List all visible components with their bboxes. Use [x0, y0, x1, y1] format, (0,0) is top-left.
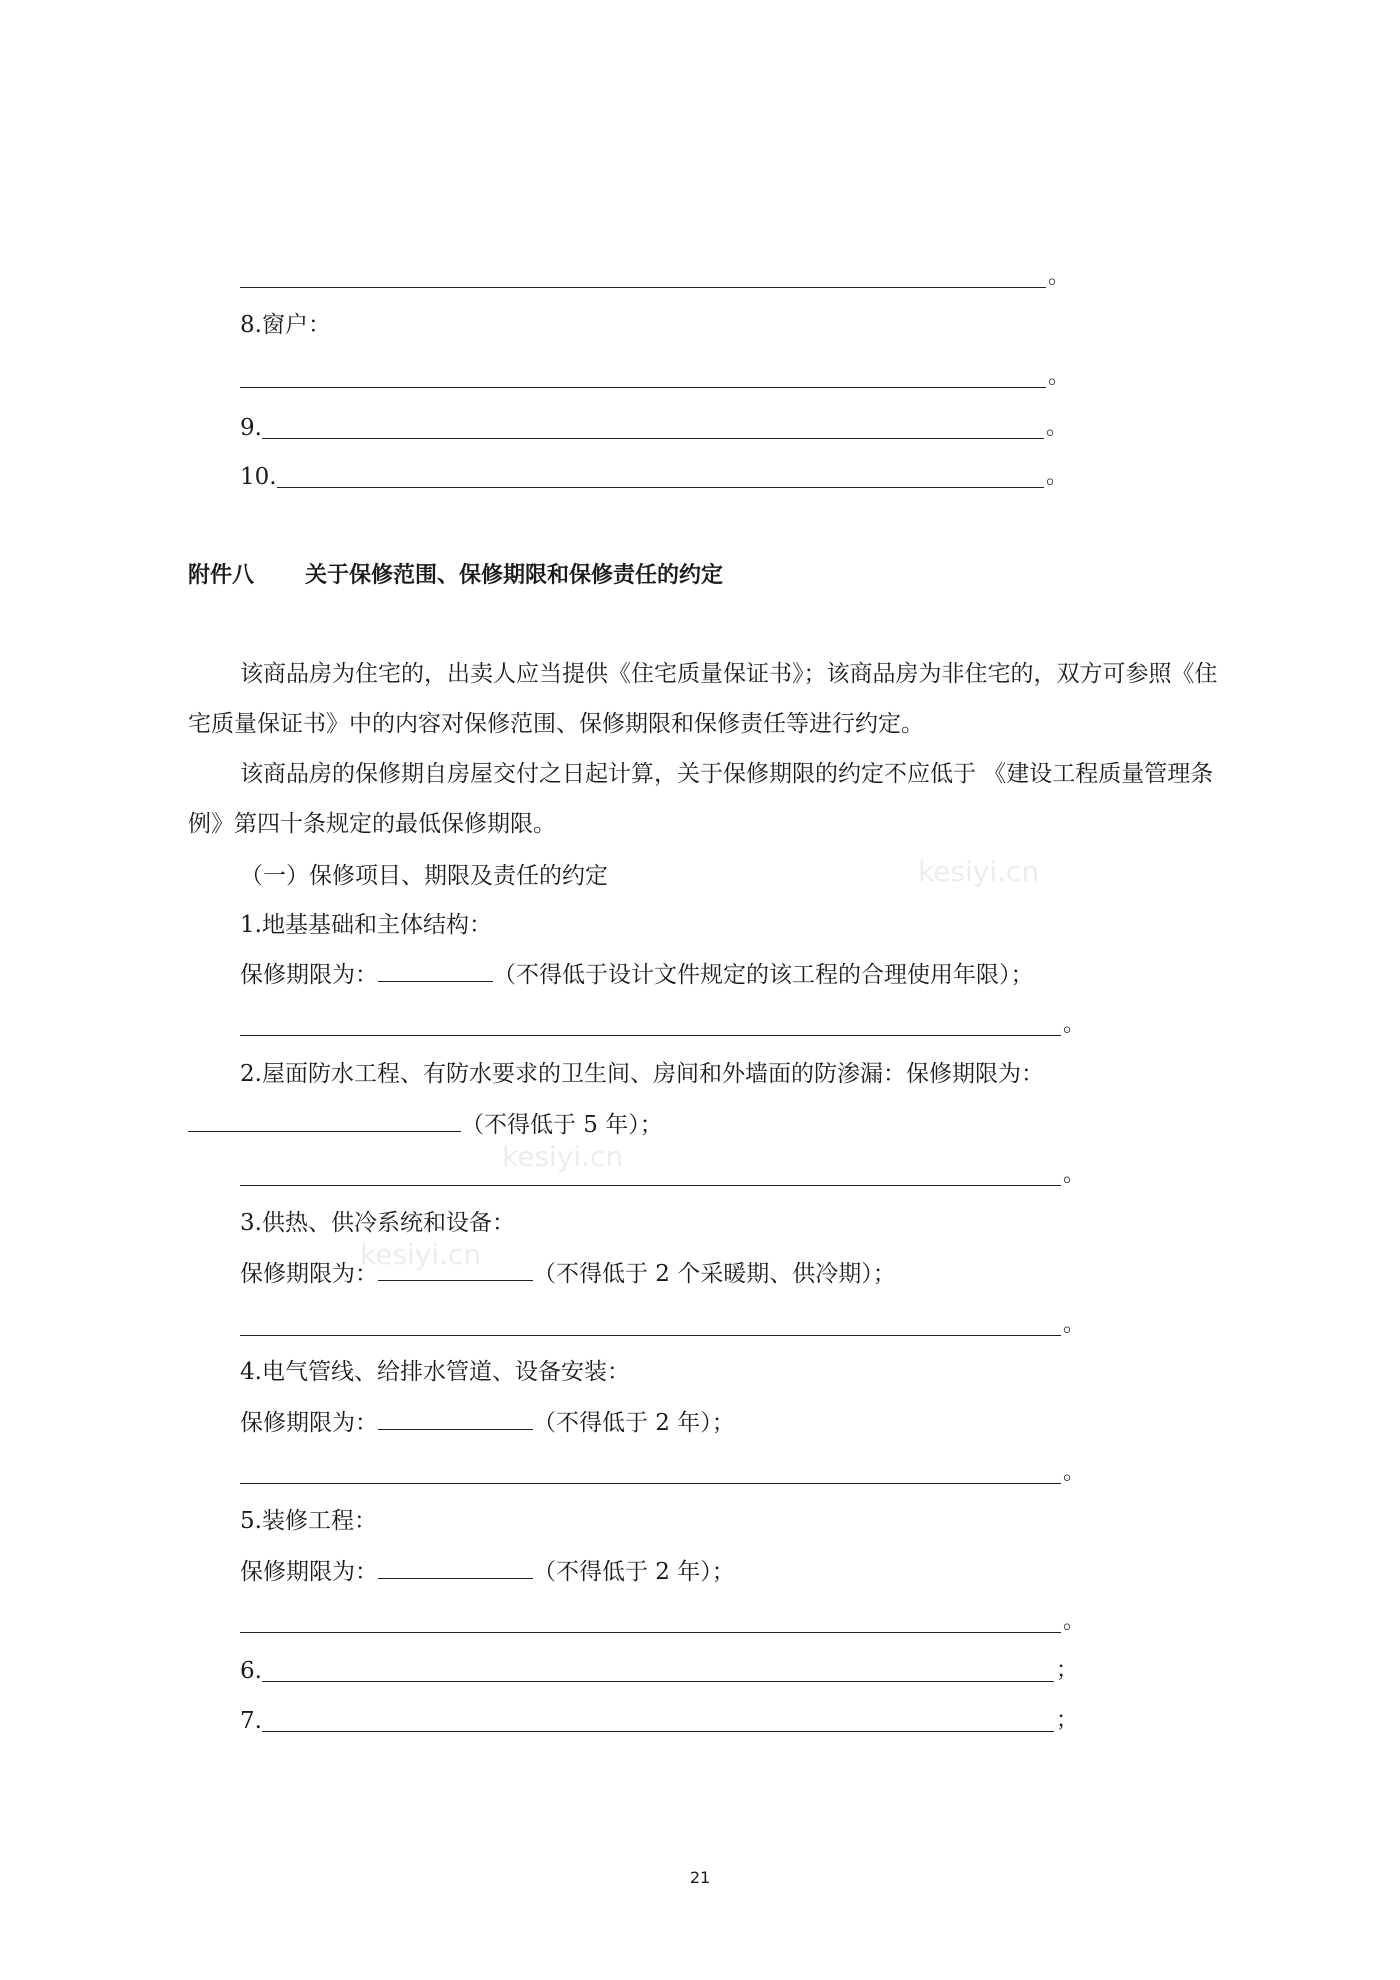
blank-line-item10[interactable]: 10. 。 [240, 464, 1068, 490]
blank-line-item4[interactable]: 。 [240, 1458, 1085, 1488]
fill-line [240, 1013, 1061, 1036]
watermark: kesiyi.cn [918, 855, 1040, 888]
period-blank[interactable] [378, 959, 493, 982]
blank-line-item7b[interactable]: 7. ； [240, 1708, 1078, 1734]
item3-period: 保修期限为： （不得低于 2 个采暖期、供冷期）； [240, 1258, 896, 1289]
section-label: 附件八 [188, 563, 255, 588]
item8-label: 8.窗户： [240, 312, 331, 338]
section-title: 关于保修范围、保修期限和保修责任的约定 [305, 563, 724, 588]
watermark: kesiyi.cn [360, 1238, 482, 1271]
blank-line-item3[interactable]: 。 [240, 1310, 1085, 1340]
period-blank[interactable] [188, 1109, 461, 1132]
blank-line-item2[interactable]: 。 [240, 1160, 1085, 1190]
blank-line-item8[interactable]: 。 [240, 362, 1070, 392]
blank-line-item9[interactable]: 9. 。 [240, 415, 1068, 441]
item5-title: 5.装修工程： [240, 1508, 377, 1534]
watermark: kesiyi.cn [502, 1140, 624, 1173]
fill-line [262, 1709, 1054, 1732]
item1-title: 1.地基基础和主体结构： [240, 912, 492, 938]
fill-line [240, 1610, 1061, 1633]
paragraph-1: 该商品房为住宅的，出卖人应当提供《住宅质量保证书》；该商品房为非住宅的，双方可参照《住宅质量保证书》中的内容对保修范围、保修期限和保修责任等进行约定。 [188, 661, 1218, 737]
item2-period: （不得低于 5 年）； [188, 1109, 663, 1140]
item5-period: 保修期限为： （不得低于 2 年）； [240, 1556, 735, 1587]
subheading: （一）保修项目、期限及责任的约定 [240, 863, 608, 889]
paragraph-2: 该商品房的保修期自房屋交付之日起计算，关于保修期限的约定不应低于 《建设工程质量管理条例》第四十条规定的最低保修期限。 [188, 761, 1214, 837]
fill-line [262, 1659, 1054, 1682]
fill-line [262, 416, 1044, 439]
blank-line-item6[interactable]: 6. ； [240, 1658, 1078, 1684]
period-blank[interactable] [378, 1407, 533, 1430]
page-number: 21 [689, 1868, 711, 1887]
period-blank[interactable] [378, 1258, 533, 1281]
item2-title: 2.屋面防水工程、有防水要求的卫生间、房间和外墙面的防渗漏：保修期限为： [240, 1061, 1044, 1087]
fill-line [240, 1163, 1061, 1186]
item4-period: 保修期限为： （不得低于 2 年）； [240, 1407, 735, 1438]
fill-line [240, 365, 1046, 388]
item1-period: 保修期限为： （不得低于设计文件规定的该工程的合理使用年限）； [240, 959, 1034, 990]
fill-line [277, 465, 1044, 488]
blank-line-item1[interactable]: 。 [240, 1010, 1085, 1040]
fill-line [240, 1313, 1061, 1336]
item4-title: 4.电气管线、给排水管道、设备安装： [240, 1359, 630, 1385]
fill-line [240, 265, 1046, 288]
fill-line [240, 1461, 1061, 1484]
period-blank[interactable] [378, 1556, 533, 1579]
blank-line-item7[interactable]: 。 [240, 262, 1070, 292]
item3-title: 3.供热、供冷系统和设备： [240, 1210, 515, 1236]
blank-line-item5[interactable]: 。 [240, 1607, 1085, 1637]
